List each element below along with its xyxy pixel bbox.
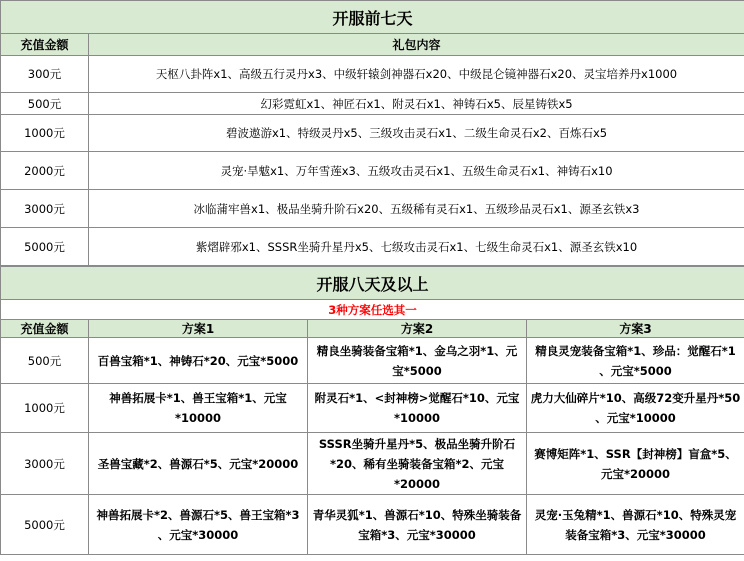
table-row: [1, 115, 744, 152]
plan1-cell: [89, 338, 308, 384]
table-row: [1, 338, 744, 384]
plan-line: 灵宠·玉兔精*1、兽源石*10、特殊灵宠: [534, 507, 737, 522]
plan1-cell: [89, 384, 308, 433]
plan-line: 虎力大仙碎片*10、高级72变升星丹*50: [530, 391, 741, 405]
plan-line: 、元宝*5000: [599, 363, 672, 378]
table-row: [1, 190, 744, 228]
plan-line: *20、稀有坐骑装备宝箱*2、元宝: [329, 456, 505, 471]
plan1-header: 方案1: [89, 320, 308, 338]
table-row: [1, 56, 744, 93]
amount-cell: 3000元: [1, 190, 89, 228]
plan-line: SSSR坐骑升星丹*5、极品坐骑升阶石: [318, 436, 516, 451]
plan-line: *10000: [393, 411, 441, 425]
plan-line: 精良坐骑装备宝箱*1、金乌之羽*1、元: [316, 343, 518, 358]
plan3-cell: [527, 338, 744, 384]
amount-cell: 500元: [1, 338, 89, 384]
plan-line: 神兽拓展卡*1、兽王宝箱*1、元宝: [109, 391, 287, 405]
plan1-cell: [89, 495, 308, 555]
plan2-header: 方案2: [308, 320, 527, 338]
plan-line: 宝箱*3、元宝*30000: [358, 527, 476, 542]
plan2-cell: [308, 338, 527, 384]
section2-title: 开服八天及以上: [1, 267, 744, 300]
amount-header: 充值金额: [1, 320, 89, 338]
plan-line: 神兽拓展卡*2、兽源石*5、兽王宝箱*3: [96, 507, 300, 522]
amount-header: 充值金额: [1, 34, 89, 56]
gift-content-cell: 天枢八卦阵x1、高级五行灵丹x3、中级轩辕剑神器石x20、中级昆仑镜神器石x20、灵宝培养丹x1000: [89, 56, 744, 93]
plan3-cell: [527, 384, 744, 433]
table-row: [1, 93, 744, 115]
plan3-cell: [527, 495, 744, 555]
section-title-row: [1, 1, 744, 34]
amount-cell: 5000元: [1, 495, 89, 555]
header-row: [1, 320, 744, 338]
section-title-row: [1, 267, 744, 300]
plan-line: *20000: [393, 476, 441, 491]
plan-line: *10000: [174, 411, 222, 425]
gift-content-cell: 灵宠·旱魃x1、万年雪莲x3、五级攻击灵石x1、五级生命灵石x1、神铸石x10: [89, 152, 744, 190]
amount-cell: 1000元: [1, 115, 89, 152]
table-row: [1, 152, 744, 190]
plan-line: 、元宝*10000: [595, 411, 676, 425]
table-row: [1, 495, 744, 555]
plan-line: 百兽宝箱*1、神铸石*20、元宝*5000: [97, 353, 299, 368]
day-eight-onward-table: [0, 266, 744, 555]
gift-content-cell: 冰临蒲牢兽x1、极品坐骑升阶石x20、五级稀有灵石x1、五级珍品灵石x1、源圣玄铁x3: [89, 190, 744, 228]
content-header: 礼包内容: [89, 34, 744, 56]
header-row: [1, 34, 744, 56]
amount-cell: 2000元: [1, 152, 89, 190]
plan-line: 附灵石*1、<封神榜>觉醒石*10、元宝: [314, 391, 520, 405]
plan-line: 青华灵狐*1、兽源石*10、特殊坐骑装备: [312, 507, 522, 522]
table-row: [1, 228, 744, 266]
plan-line: 装备宝箱*3、元宝*30000: [565, 527, 706, 542]
gift-content-cell: 紫熠辟邪x1、SSSR坐骑升星丹x5、七级攻击灵石x1、七级生命灵石x1、源圣玄铁x10: [89, 228, 744, 266]
plan2-cell: [308, 495, 527, 555]
amount-cell: 3000元: [1, 433, 89, 495]
section1-title: 开服前七天: [1, 1, 744, 34]
table-row: [1, 433, 744, 495]
amount-cell: 1000元: [1, 384, 89, 433]
amount-cell: 500元: [1, 93, 89, 115]
note-row: [1, 300, 744, 320]
table-row: [1, 384, 744, 433]
plan-line: 圣兽宝藏*2、兽源石*5、元宝*20000: [97, 456, 299, 471]
amount-cell: 5000元: [1, 228, 89, 266]
amount-cell: 300元: [1, 56, 89, 93]
plan-line: 、元宝*30000: [157, 527, 239, 542]
gift-content-cell: 幻彩霓虹x1、神匠石x1、附灵石x1、神铸石x5、辰星铸铁x5: [89, 93, 744, 115]
first-seven-days-table: [0, 0, 744, 266]
plan-line: 宝*5000: [392, 363, 442, 378]
plan1-cell: [89, 433, 308, 495]
plan-line: 元宝*20000: [600, 466, 671, 481]
plan-line: 赛博矩阵*1、SSR【封神榜】盲盒*5、: [534, 446, 737, 461]
gift-content-cell: 碧波遨游x1、特级灵丹x5、三级攻击灵石x1、二级生命灵石x2、百炼石x5: [89, 115, 744, 152]
plan2-cell: [308, 384, 527, 433]
plan-line: 精良灵宠装备宝箱*1、珍品：觉醒石*1: [535, 343, 736, 358]
choose-one-note: 3种方案任选其一: [1, 300, 744, 320]
plan2-cell: [308, 433, 527, 495]
plan3-header: 方案3: [527, 320, 744, 338]
plan3-cell: [527, 433, 744, 495]
